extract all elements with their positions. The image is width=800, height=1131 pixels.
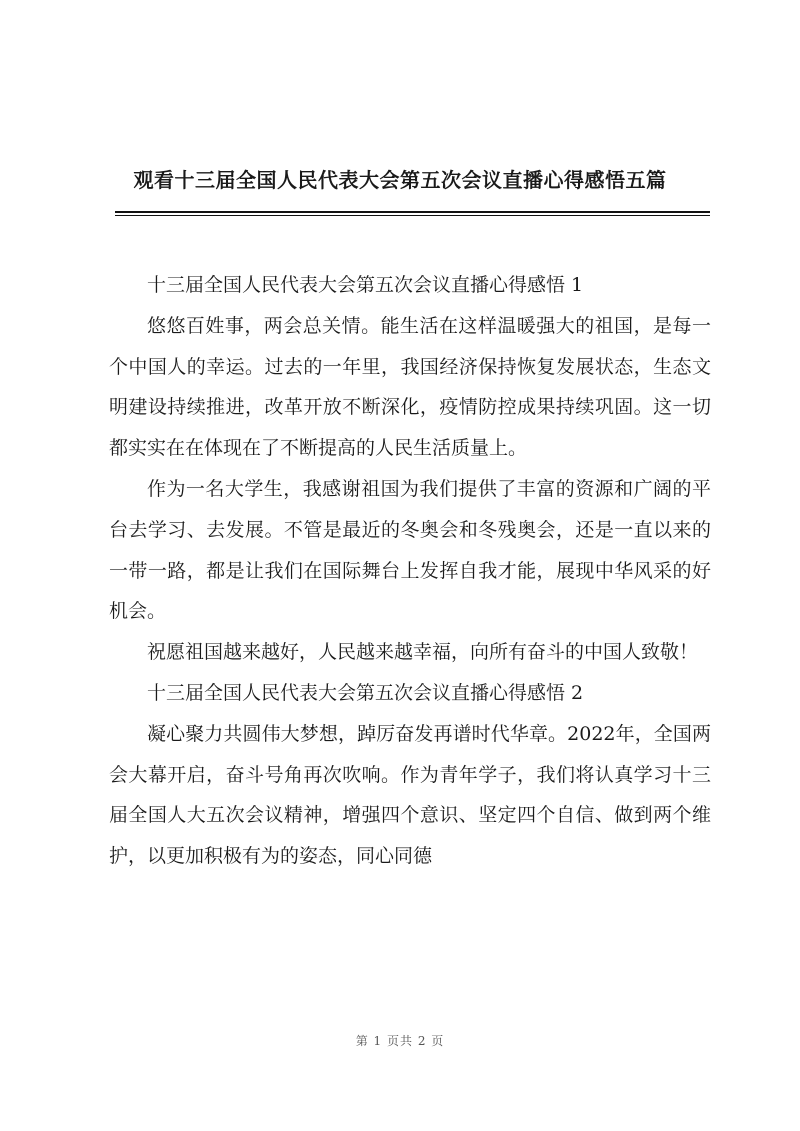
body-paragraph: 凝心聚力共圆伟大梦想，踔厉奋发再谱时代华章。2022年，全国两会大幕开启，奋斗号角再次吹响。作为青年学子，我们将认真学习十三届全国人大五次会议精神，增强四个意识、坚定四个自信、做到两个维护，以更加积极有为的姿态，同心同德 xyxy=(109,722,711,868)
document-title: 观看十三届全国人民代表大会第五次会议直播心得感悟五篇 xyxy=(133,168,667,192)
title-divider-thin xyxy=(115,215,710,216)
section-heading-1: 十三届全国人民代表大会第五次会议直播心得感悟 1 xyxy=(147,274,584,296)
title-divider-thick xyxy=(115,211,710,213)
body-paragraph: 祝愿祖国越来越好，人民越来越幸福，向所有奋斗的中国人致敬！ xyxy=(147,641,699,664)
section-heading-2: 十三届全国人民代表大会第五次会议直播心得感悟 2 xyxy=(147,681,584,704)
body-paragraph: 悠悠百姓事，两会总关情。能生活在这样温暖强大的祖国，是每一个中国人的幸运。过去的一年里，我国经济保持恢复发展状态，生态文明建设持续推进，改革开放不断深化，疫情防控成果持续巩固。这一切都实实在在体现在了不断提高的人民生活质量上。 xyxy=(109,314,711,460)
document-body xyxy=(109,265,711,877)
page-number-footer: 第 1 页共 2 页 xyxy=(355,1034,445,1048)
body-paragraph: 作为一名大学生，我感谢祖国为我们提供了丰富的资源和广阔的平台去学习、去发展。不管是最近的冬奥会和冬残奥会，还是一直以来的一带一路，都是让我们在国际舞台上发挥自我才能，展现中华风采的好机会。 xyxy=(109,477,711,623)
